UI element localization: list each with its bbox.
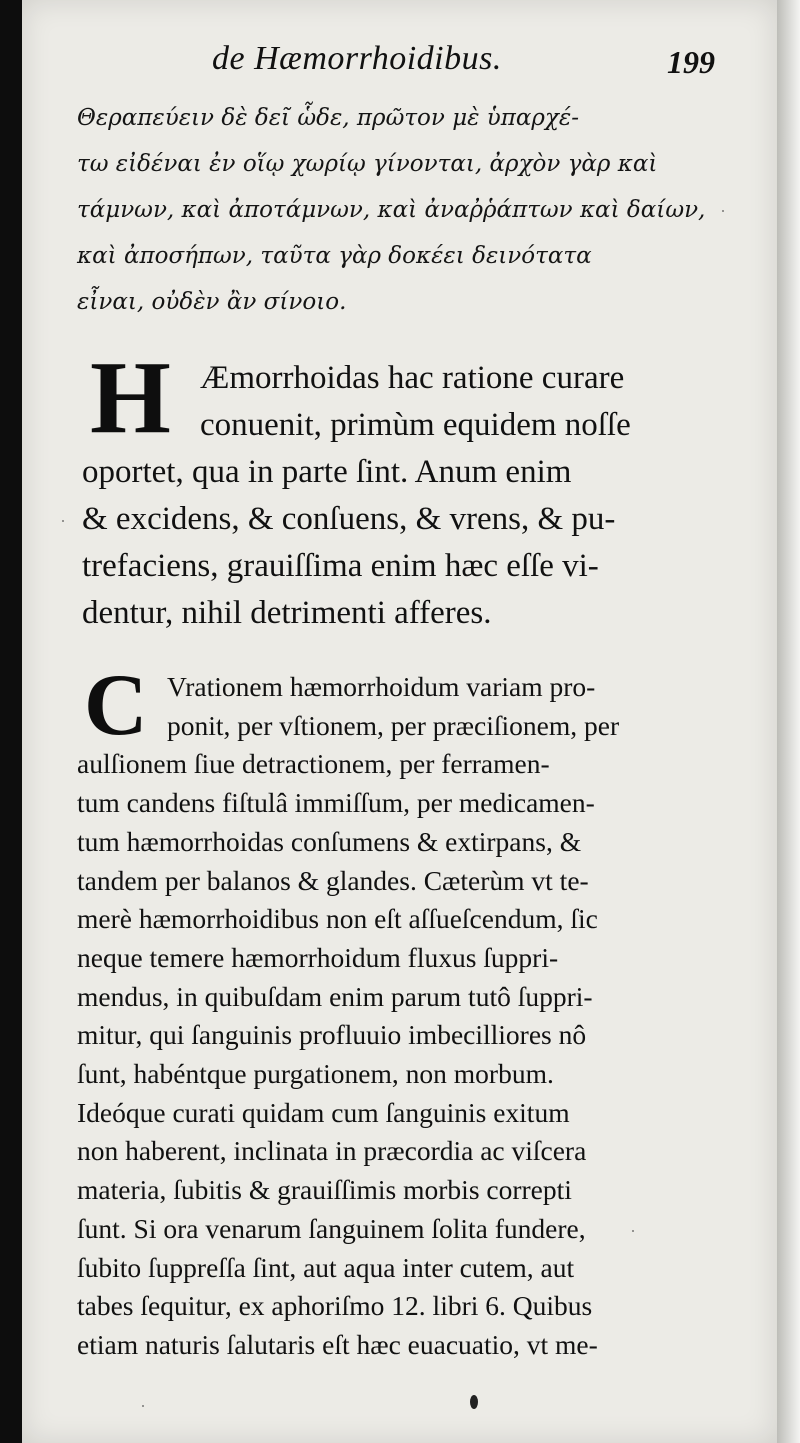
greek-line: εἶναι, οὐδὲν ἂν σίνοιο. — [77, 289, 347, 315]
text-line: trefaciens, grauiſſima enim hæc eſſe vi- — [82, 548, 599, 584]
greek-line: τάμνων, καὶ ἀποτάμνων, καὶ ἀναῤῥάπτων καὶ δαίων, — [77, 197, 706, 223]
paragraph-commentary — [77, 668, 767, 1365]
text-line: merè hæmorrhoidibus non eſt aſſueſcendum, ſic — [77, 903, 598, 935]
page-number: 199 — [667, 44, 715, 80]
paragraph-translation — [82, 355, 762, 637]
greek-line: τω εἰδέναι ἐν οἵῳ χωρίῳ γίνονται, ἀρχὸν γὰρ καὶ — [77, 151, 658, 177]
paper-speck — [62, 520, 64, 522]
text-line: tum hæmorrhoidas conſumens & extirpans, & — [77, 825, 582, 857]
text-line: ſunt, habéntque purgationem, non morbum. — [77, 1058, 554, 1090]
ink-blot-mark — [470, 1395, 478, 1409]
text-line: conuenit, primùm equidem noſſe — [200, 407, 631, 443]
text-line: etiam naturis ſalutaris eſt hæc euacuatio, vt me- — [77, 1328, 598, 1360]
text-line: Ideóque curati quidam cum ſanguinis exitum — [77, 1096, 570, 1128]
greek-quotation — [77, 95, 757, 325]
greek-line: καὶ ἀποσήπων, ταῦτα γὰρ δοκέει δεινότατα — [77, 243, 592, 269]
text-line: dentur, nihil detrimenti afferes. — [82, 595, 492, 631]
greek-line: Θεραπεύειν δὲ δεῖ ὧδε, πρῶτον μὲ ὑπαρχέ- — [77, 105, 579, 131]
text-line: & excidens, & conſuens, & vrens, & pu- — [82, 501, 616, 537]
text-line: ponit, per vſtionem, per præciſionem, per — [167, 709, 620, 741]
drop-cap-c: C — [84, 657, 148, 754]
text-line: Vrationem hæmorrhoidum variam pro- — [167, 671, 596, 702]
running-title: de Hæmorrhoidibus. — [212, 40, 502, 77]
text-line: tum candens fiſtulâ immiſſum, per medicamen- — [77, 787, 595, 819]
paper-speck — [142, 1405, 144, 1407]
book-spine-shadow — [0, 0, 22, 1443]
paper-speck — [722, 210, 724, 212]
text-line: ſubito ſuppreſſa ſint, aut aqua inter cutem, aut — [77, 1251, 575, 1283]
text-line: non haberent, inclinata in præcordia ac viſcera — [77, 1135, 587, 1167]
text-line: oportet, qua in parte ſint. Anum enim — [82, 454, 572, 490]
text-line: neque temere hæmorrhoidum fluxus ſuppri- — [77, 941, 559, 973]
text-line: materia, ſubitis & grauiſſimis morbis correpti — [77, 1174, 572, 1206]
page-edge — [777, 0, 800, 1443]
book-page — [22, 0, 777, 1443]
text-line: tabes ſequitur, ex aphoriſmo 12. libri 6. Quibus — [77, 1290, 593, 1322]
text-line: mendus, in quibuſdam enim parum tutô ſuppri- — [77, 980, 593, 1012]
text-line: tandem per balanos & glandes. Cæterùm vt te- — [77, 864, 589, 896]
paper-speck — [632, 1230, 634, 1232]
drop-cap-h: H — [90, 340, 171, 455]
text-line: mitur, qui ſanguinis profluuio imbecilliores nô — [77, 1019, 587, 1051]
text-line: ſunt. Si ora venarum ſanguinem ſolita fundere, — [77, 1212, 586, 1244]
text-line: aulſionem ſiue detractionem, per ferramen- — [77, 748, 550, 780]
text-line: Æmorrhoidas hac ratione curare — [200, 360, 625, 396]
running-head — [22, 40, 777, 90]
